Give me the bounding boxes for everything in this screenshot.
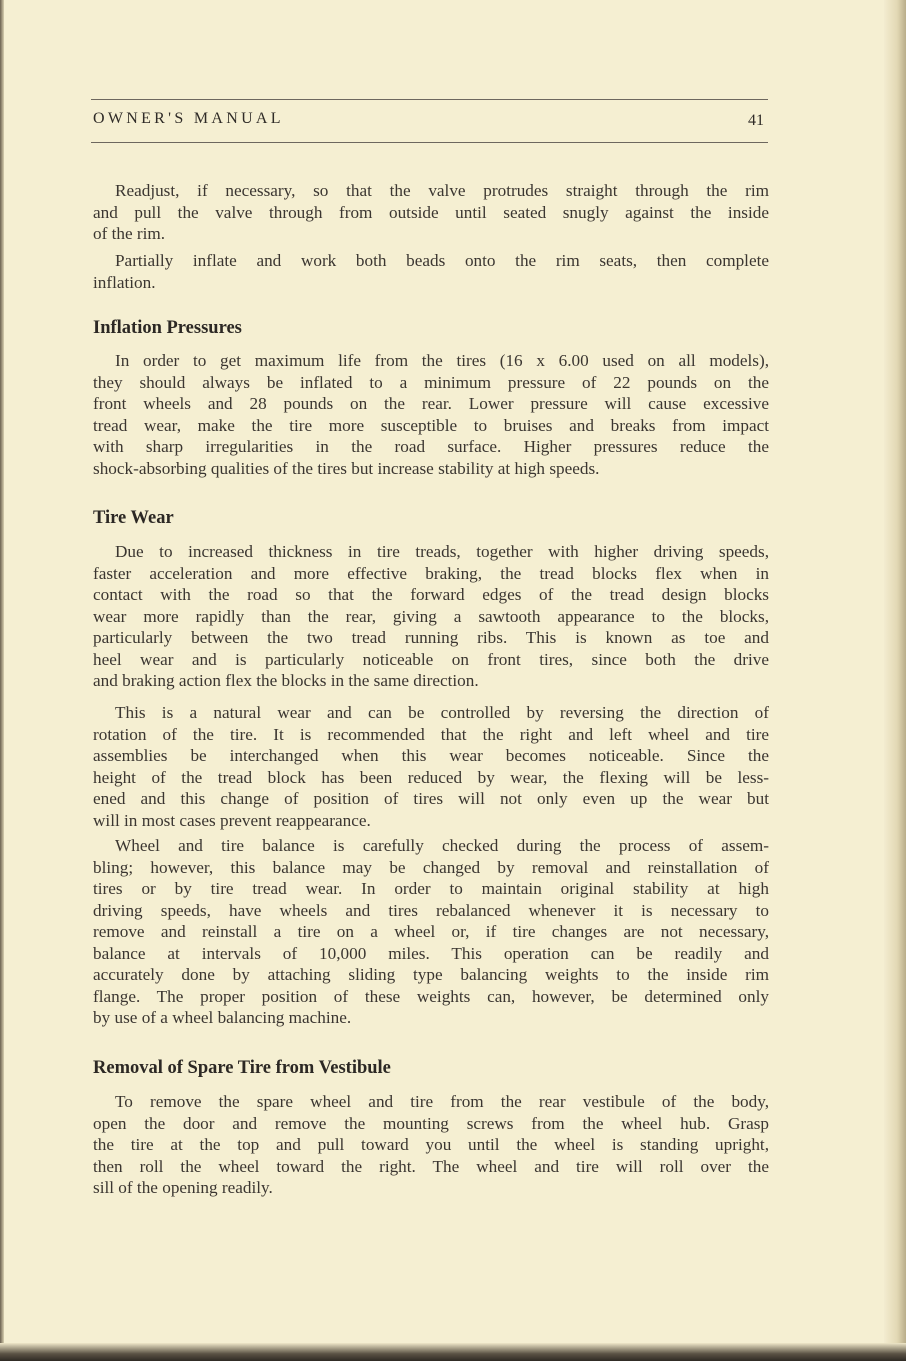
paragraph xyxy=(93,250,769,293)
paragraph xyxy=(93,702,769,831)
text-line: tires or by tire tread wear. In order to maintain original stability at high xyxy=(93,879,769,898)
text-line: wear more rapidly than the rear, giving a sawtooth appearance to the blocks, xyxy=(93,606,769,626)
text-line: front wheels and 28 pounds on the rear. Lower pressure will cause excessive xyxy=(93,394,769,413)
page-edge-left xyxy=(0,0,4,1361)
text-line: and pull the valve through from outside until seated snugly against the inside xyxy=(93,202,769,222)
text-line: faster acceleration and more effective braking, the tread blocks flex when in xyxy=(93,563,769,583)
text-line: with sharp irregularities in the road surface. Higher pressures reduce the xyxy=(93,437,769,456)
text-line: assemblies be interchanged when this wear becomes noticeable. Since the xyxy=(93,746,769,765)
header-rule-bottom xyxy=(91,142,768,143)
text-line: shock-absorbing qualities of the tires but increase stability at high speeds. xyxy=(93,458,600,478)
text-line: To remove the spare wheel and tire from the rear vestibule of the body, xyxy=(115,1092,769,1111)
text-line: they should always be inflated to a minimum pressure of 22 pounds on the xyxy=(93,372,769,392)
text-line: This is a natural wear and can be controlled by reversing the direction of xyxy=(115,703,769,722)
text-line: Partially inflate and work both beads onto the rim seats, then complete xyxy=(115,251,769,270)
text-line: Wheel and tire balance is carefully checked during the process of assem- xyxy=(115,836,769,855)
text-line: remove and reinstall a tire on a wheel or, if tire changes are not necessary, xyxy=(93,922,769,941)
page-edge-bottom xyxy=(0,1343,906,1361)
paragraph xyxy=(93,1091,769,1199)
text-line: In order to get maximum life from the tires (16 x 6.00 used on all models), xyxy=(115,351,769,370)
paragraph xyxy=(93,350,769,479)
page-edge-right xyxy=(884,0,906,1361)
text-line: tread wear, make the tire more susceptible to bruises and breaks from impact xyxy=(93,415,769,435)
text-line: Due to increased thickness in tire treads, together with higher driving speeds, xyxy=(115,542,769,561)
text-line: inflation. xyxy=(93,272,156,292)
text-line: of the rim. xyxy=(93,224,166,243)
text-line: bling; however, this balance may be changed by removal and reinstallation of xyxy=(93,857,769,877)
text-line: height of the tread block has been reduced by wear, the flexing will be less- xyxy=(93,767,769,787)
text-line: flange. The proper position of these weights can, however, be determined only xyxy=(93,986,769,1006)
text-line: the tire at the top and pull toward you until the wheel is standing upright, xyxy=(93,1135,769,1154)
paragraph xyxy=(93,180,769,245)
text-line: Readjust, if necessary, so that the valve protrudes straight through the rim xyxy=(115,181,769,200)
text-line: rotation of the tire. It is recommended that the right and left wheel and tire xyxy=(93,724,769,744)
text-line: then roll the wheel toward the right. The wheel and tire will roll over the xyxy=(93,1156,769,1176)
text-line: contact with the road so that the forward edges of the tread design blocks xyxy=(93,585,769,604)
section-heading: Inflation Pressures xyxy=(93,318,242,338)
text-line: sill of the opening readily. xyxy=(93,1178,273,1197)
text-line: driving speeds, have wheels and tires rebalanced whenever it is necessary to xyxy=(93,900,769,920)
text-line: ened and this change of position of tires will not only even up the wear but xyxy=(93,789,769,808)
running-title: OWNER'S MANUAL xyxy=(93,110,284,127)
paragraph xyxy=(93,541,769,692)
text-line: will in most cases prevent reappearance. xyxy=(93,810,371,830)
text-line: heel wear and is particularly noticeable on front tires, since both the drive xyxy=(93,649,769,669)
page-number: 41 xyxy=(748,112,764,129)
header-rule-top xyxy=(91,99,768,100)
text-line: by use of a wheel balancing machine. xyxy=(93,1008,352,1027)
section-heading: Removal of Spare Tire from Vestibule xyxy=(93,1058,391,1078)
text-line: and braking action flex the blocks in the same direction. xyxy=(93,671,479,690)
text-line: accurately done by attaching sliding type balancing weights to the inside rim xyxy=(93,965,769,984)
paragraph xyxy=(93,835,769,1029)
text-line: open the door and remove the mounting screws from the wheel hub. Grasp xyxy=(93,1113,769,1133)
section-heading: Tire Wear xyxy=(93,508,174,528)
text-line: balance at intervals of 10,000 miles. This operation can be readily and xyxy=(93,943,769,963)
text-line: particularly between the two tread running ribs. This is known as toe and xyxy=(93,628,769,647)
